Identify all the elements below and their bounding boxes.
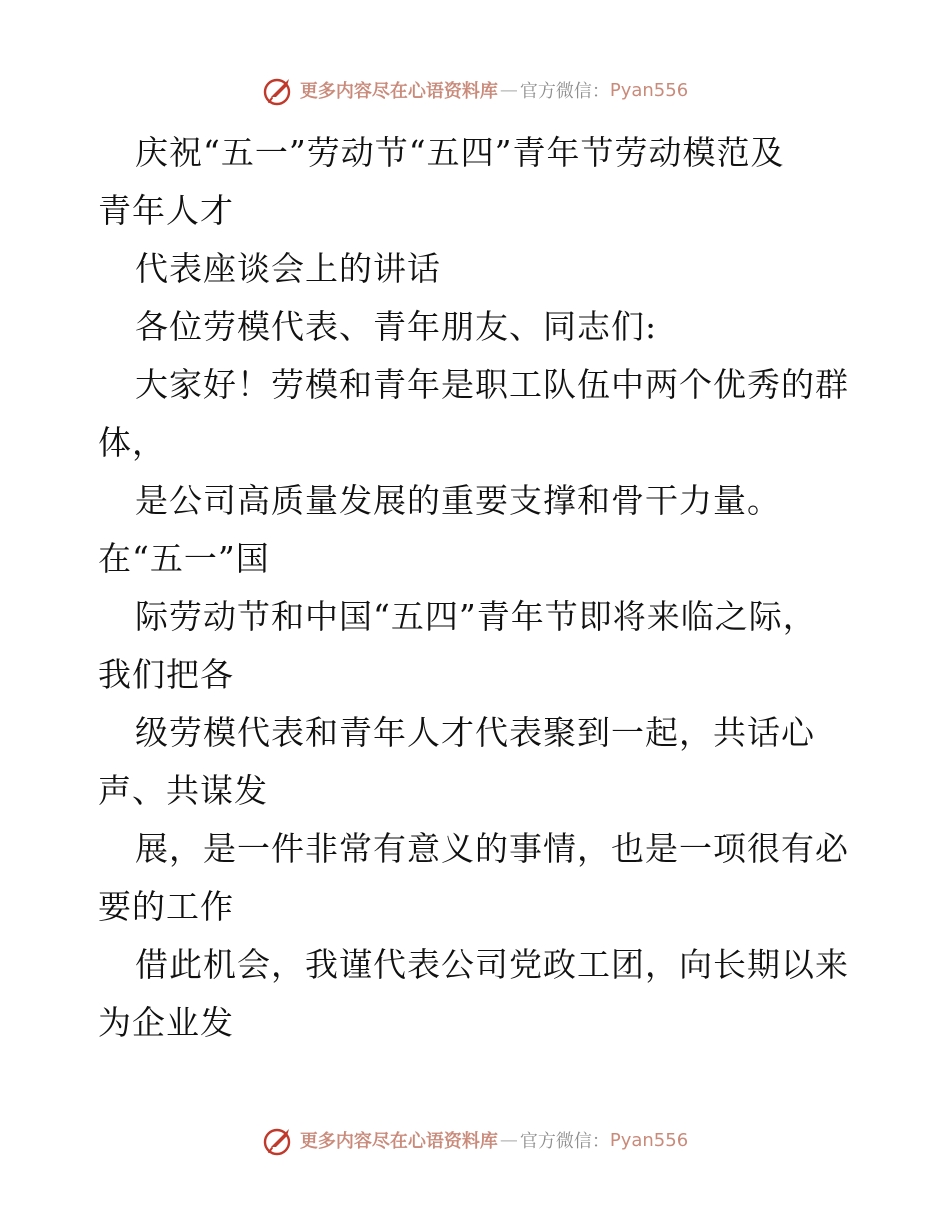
paragraph-line: 展，是一件非常有意义的事情，也是一项很有必: [135, 829, 849, 868]
paragraph-line: 声、共谋发: [98, 771, 268, 810]
paragraph-line: 我们把各: [98, 655, 234, 694]
title-line-2: 青年人才: [98, 191, 234, 230]
paragraph-line: 际劳动节和中国“五四”青年节即将来临之际，: [135, 597, 817, 636]
salutation: 各位劳模代表、青年朋友、同志们:: [135, 307, 658, 346]
watermark-wechat-label: 官方微信：: [519, 81, 610, 102]
watermark-dash: —: [499, 1129, 518, 1151]
paragraph-line: 体，: [98, 423, 166, 462]
paragraph-line: 大家好！劳模和青年是职工队伍中两个优秀的群: [135, 365, 849, 404]
watermark-wechat-label: 官方微信：: [519, 1131, 610, 1152]
paragraph-line: 在“五一”国: [98, 539, 270, 578]
paragraph-line: 要的工作: [98, 887, 234, 926]
title-line-1: 庆祝“五一”劳动节“五四”青年节劳动模范及: [135, 133, 785, 172]
watermark-dash: —: [499, 79, 518, 101]
paragraph-line: 是公司高质量发展的重要支撑和骨干力量。: [135, 481, 781, 520]
watermark-wechat-id: Pyan556: [609, 1129, 689, 1151]
footer-watermark: [0, 1120, 950, 1160]
paragraph-line: 借此机会，我谨代表公司党政工团，向长期以来: [135, 945, 849, 984]
paragraph-line: 级劳模代表和青年人才代表聚到一起，共话心: [135, 713, 815, 752]
watermark-brand: 更多内容尽在心语资料库: [299, 1131, 498, 1152]
document-body: [98, 124, 858, 1052]
paragraph-line: 为企业发: [98, 1003, 234, 1042]
quill-seal-icon: [262, 1123, 296, 1157]
header-watermark: [0, 70, 950, 110]
quill-seal-icon: [262, 73, 296, 107]
watermark-brand: 更多内容尽在心语资料库: [299, 81, 498, 102]
title-line-3: 代表座谈会上的讲话: [135, 249, 441, 288]
watermark-wechat-id: Pyan556: [609, 79, 689, 101]
